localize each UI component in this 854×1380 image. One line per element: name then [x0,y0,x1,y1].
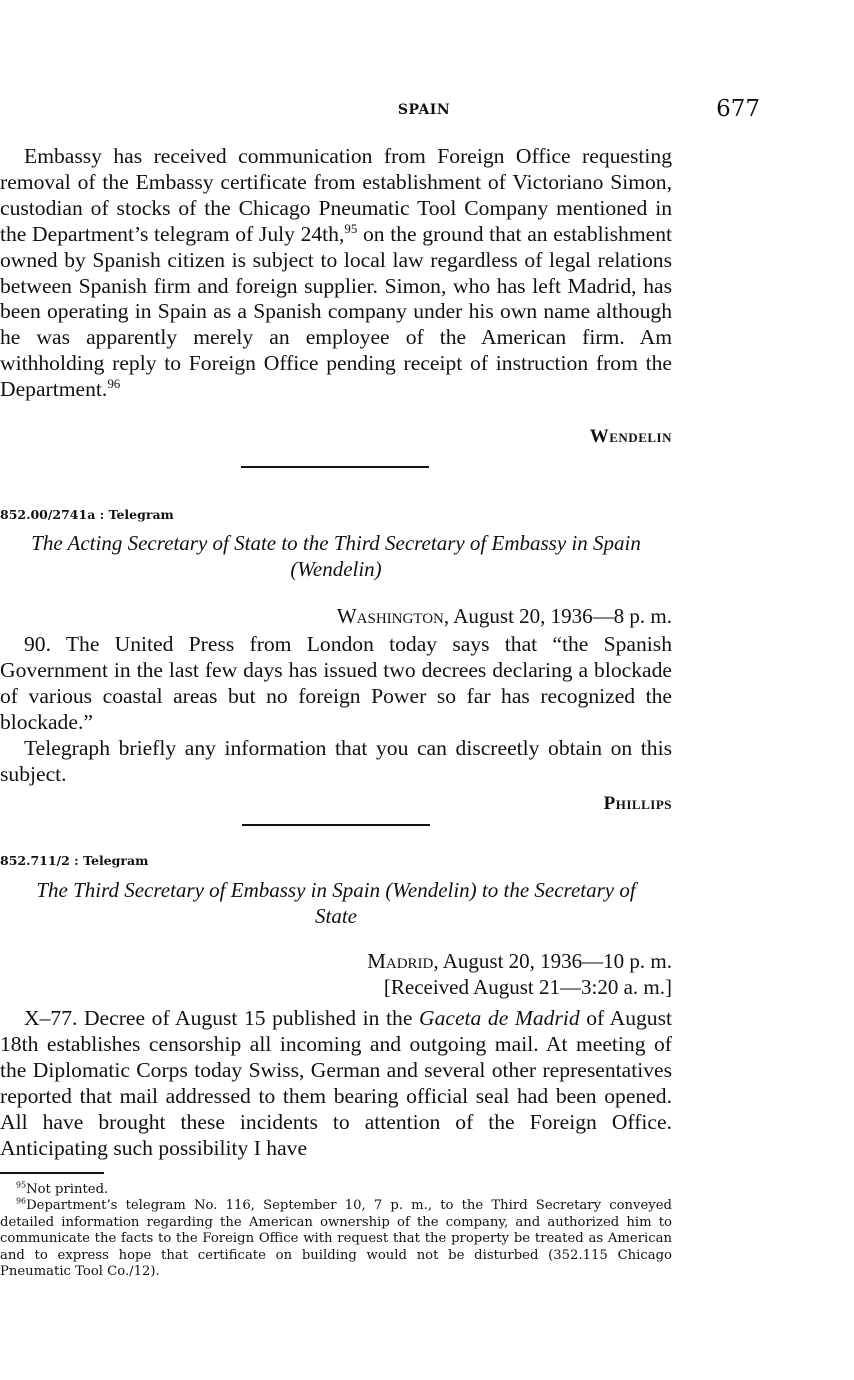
paragraph-end: of August 18th establishes censorship all incoming and outgoing mail. At meeting of the Diplomatic Corps today Swiss, German and several other representatives reported that mail addressed to them bearing official seal had been opened. All have brought these incidents to attention of the Foreign Office. Anticipating such possibility I have [0,1006,672,1160]
file-reference: 852.711/2 : Telegram [0,853,149,868]
footnote-96 [0,1198,672,1280]
telegram-continuation [0,144,672,403]
footnote-text: Department’s telegram No. 116, September 10, 7 p. m., to the Third Secretary conveyed detailed information regarding the American ownership of the company, and authorized him to communicate the facts to the Foreign Office with request that the property be treated as American and to express hope that certificate on building would not be disturbed (352.115 Chicago Pneumatic Tool Co./12). [0,1198,672,1280]
file-reference: 852.00/2741a : Telegram [0,507,174,522]
document-title-text: The Third Secretary of Embassy in Spain (Wendelin) to the Secretary of State [36,878,636,928]
footnote-ref-96[interactable]: 96 [107,375,121,391]
paragraph-start: X–77. Decree of August 15 published in the [24,1006,419,1030]
footnote-rule [0,1172,672,1174]
footnotes [0,1182,672,1280]
document-title [0,530,672,582]
telegram-body [0,1006,672,1161]
paragraph-text-b: on the ground that an establishment owned by Spanish citizen is subject to local law regardless of legal relations between Spanish firm and foreign supplier. Simon, who has left Madrid, has been operating in Spain as a Spanish company under his own name although he was apparently merely an employee of the American firm. Am withholding reply to Foreign Office pending receipt of instruction from the Department. [0,221,673,402]
running-head: SPAIN [397,102,451,118]
received-line: [Received August 21—3:20 a. m.] [383,975,672,999]
dateline-date: , August 20, 1936—8 p. m. [443,604,672,628]
document-title-text: The Acting Secretary of State to the Third Secretary of Embassy in Spain (Wendelin) [31,531,641,581]
paragraph: 90. The United Press from London today says that “the Spanish Government in the last few days has issued two decrees declaring a blockade of various coastal areas but no foreign Power so far has recognized the blockade.” [0,632,672,734]
footnote-text: Not printed. [26,1182,109,1197]
paragraph-text-a: Embassy has received communication from Foreign Office requesting removal of the Embassy certificate from establishment of Victoriano Simon, custodian of stocks of the Chicago Pneumatic Tool Company mentioned in the Department’s telegram of July 24th, [0,144,672,246]
footnote-95 [0,1182,672,1198]
continuation-paragraph [0,144,672,403]
telegram-body [0,632,672,787]
footnote-ref-95[interactable]: 95 [344,220,358,236]
dateline [0,948,672,974]
dateline-place: Washington [336,604,444,628]
paragraph [0,1006,672,1161]
section-divider [0,466,672,468]
section-divider [0,824,672,826]
document-title [0,877,672,929]
dateline-place: Madrid [367,949,434,973]
footnote-marker: 96 [16,1197,27,1207]
publication-title: Gaceta de Madrid [419,1006,580,1030]
signature-wendelin: Wendelin [589,426,672,447]
paragraph: Telegraph briefly any information that you can discreetly obtain on this subject. [0,735,672,786]
footnote-marker: 95 [16,1180,27,1190]
page-header [88,96,760,126]
signature-phillips: Phillips [603,793,672,814]
dateline [0,603,672,629]
page-number: 677 [716,96,760,122]
dateline-date: , August 20, 1936—10 p. m. [433,949,672,973]
